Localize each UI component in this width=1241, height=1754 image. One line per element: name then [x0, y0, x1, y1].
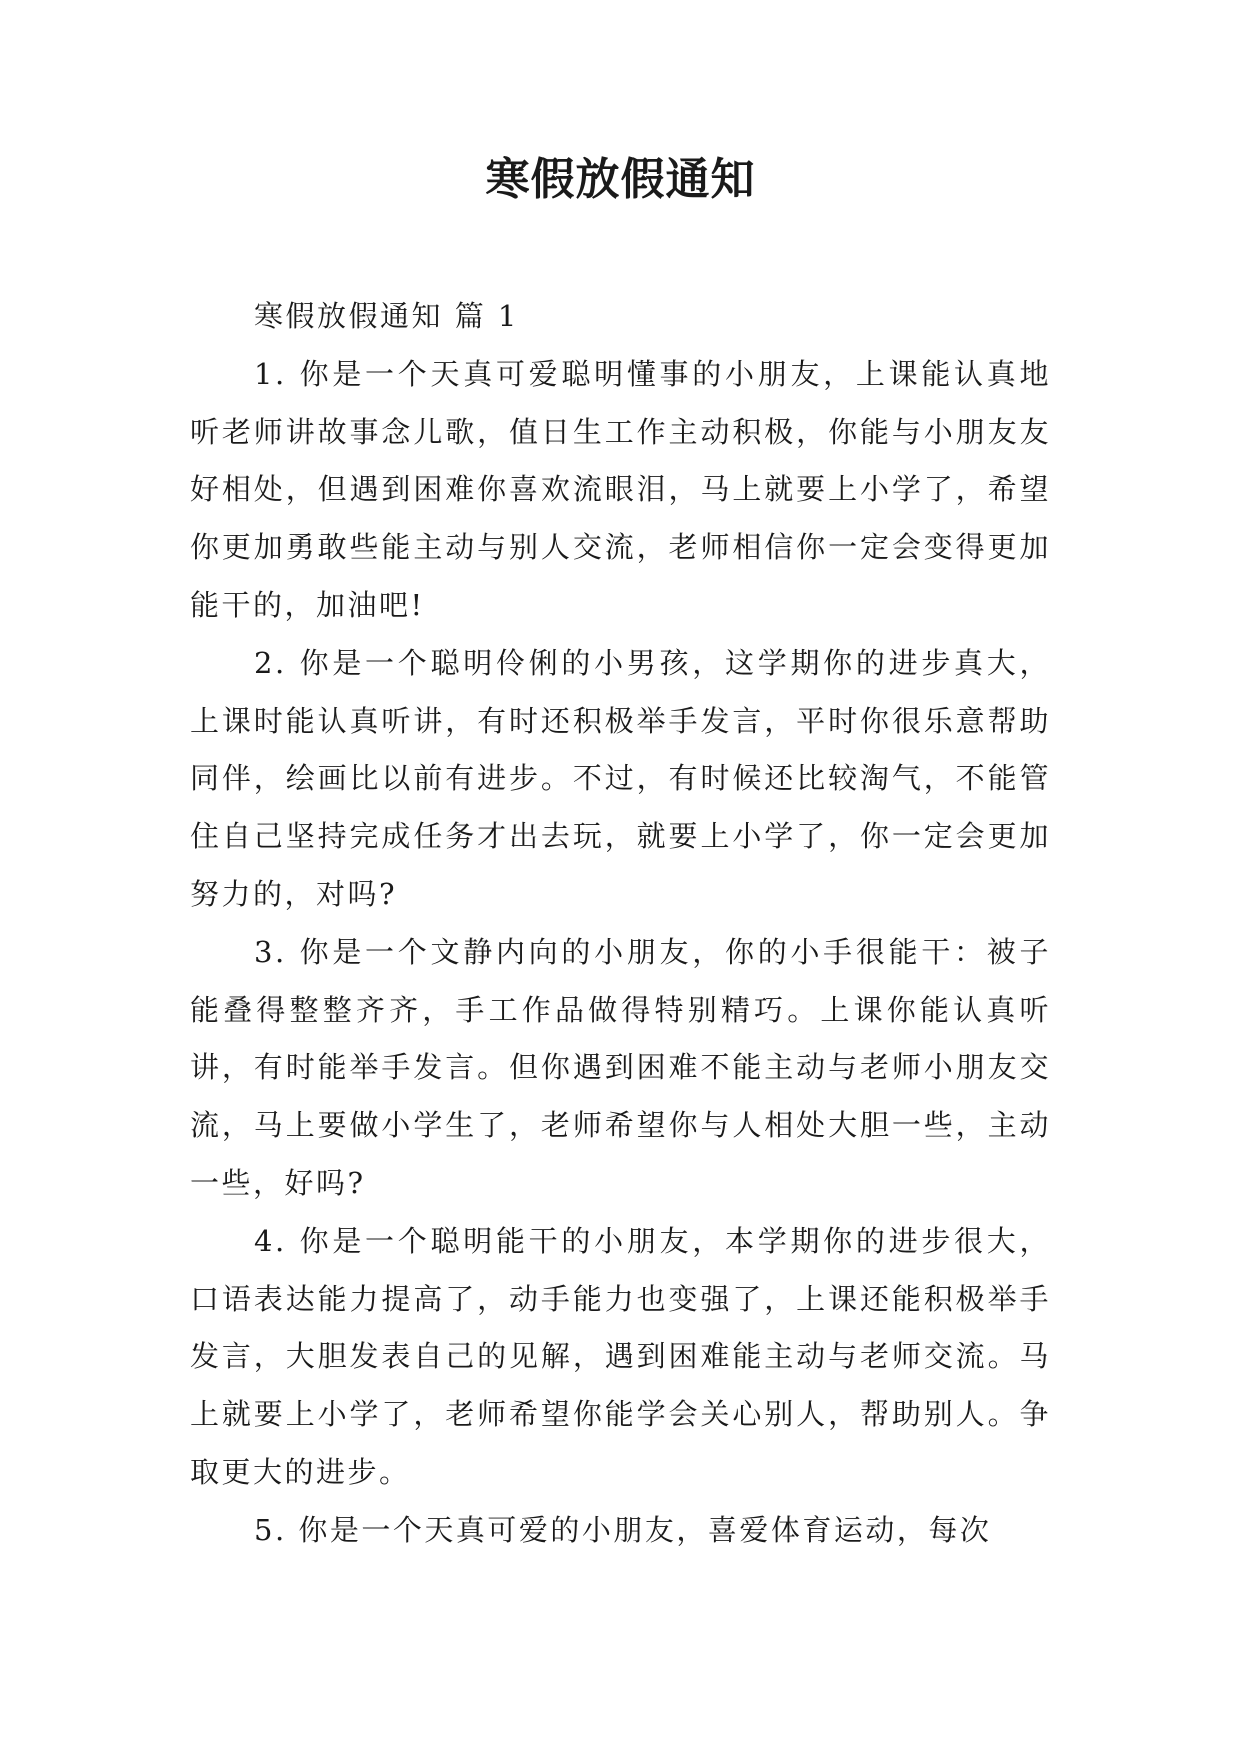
- paragraph-4: 4. 你是一个聪明能干的小朋友，本学期你的进步很大，口语表达能力提高了，动手能力也变强了，上课还能积极举手发言，大胆发表自己的见解，遇到困难能主动与老师交流。马上就要上小学了，老师希望你能学会关心别人，帮助别人。争取更大的进步。: [190, 1223, 1051, 1489]
- document-body: [190, 288, 1051, 1560]
- section-heading: 寒假放假通知 篇 1: [254, 299, 519, 333]
- paragraph-5: 5. 你是一个天真可爱的小朋友，喜爱体育运动，每次: [254, 1512, 992, 1547]
- document-title: 寒假放假通知: [485, 154, 756, 205]
- paragraph-1: 1. 你是一个天真可爱聪明懂事的小朋友，上课能认真地听老师讲故事念儿歌，值日生工作主动积极，你能与小朋友友好相处，但遇到困难你喜欢流眼泪，马上就要上小学了，希望你更加勇敢些能主动与别人交流，老师相信你一定会变得更加能干的，加油吧!: [190, 356, 1051, 622]
- paragraph-2: 2. 你是一个聪明伶俐的小男孩，这学期你的进步真大，上课时能认真听讲，有时还积极举手发言，平时你很乐意帮助同伴，绘画比以前有进步。不过，有时候还比较淘气，不能管住自己坚持完成任务才出去玩，就要上小学了，你一定会更加努力的，对吗?: [190, 645, 1051, 911]
- paragraph-3: 3. 你是一个文静内向的小朋友，你的小手很能干：被子能叠得整整齐齐，手工作品做得特别精巧。上课你能认真听讲，有时能举手发言。但你遇到困难不能主动与老师小朋友交流，马上要做小学生了，老师希望你与人相处大胆一些，主动一些，好吗?: [190, 934, 1051, 1200]
